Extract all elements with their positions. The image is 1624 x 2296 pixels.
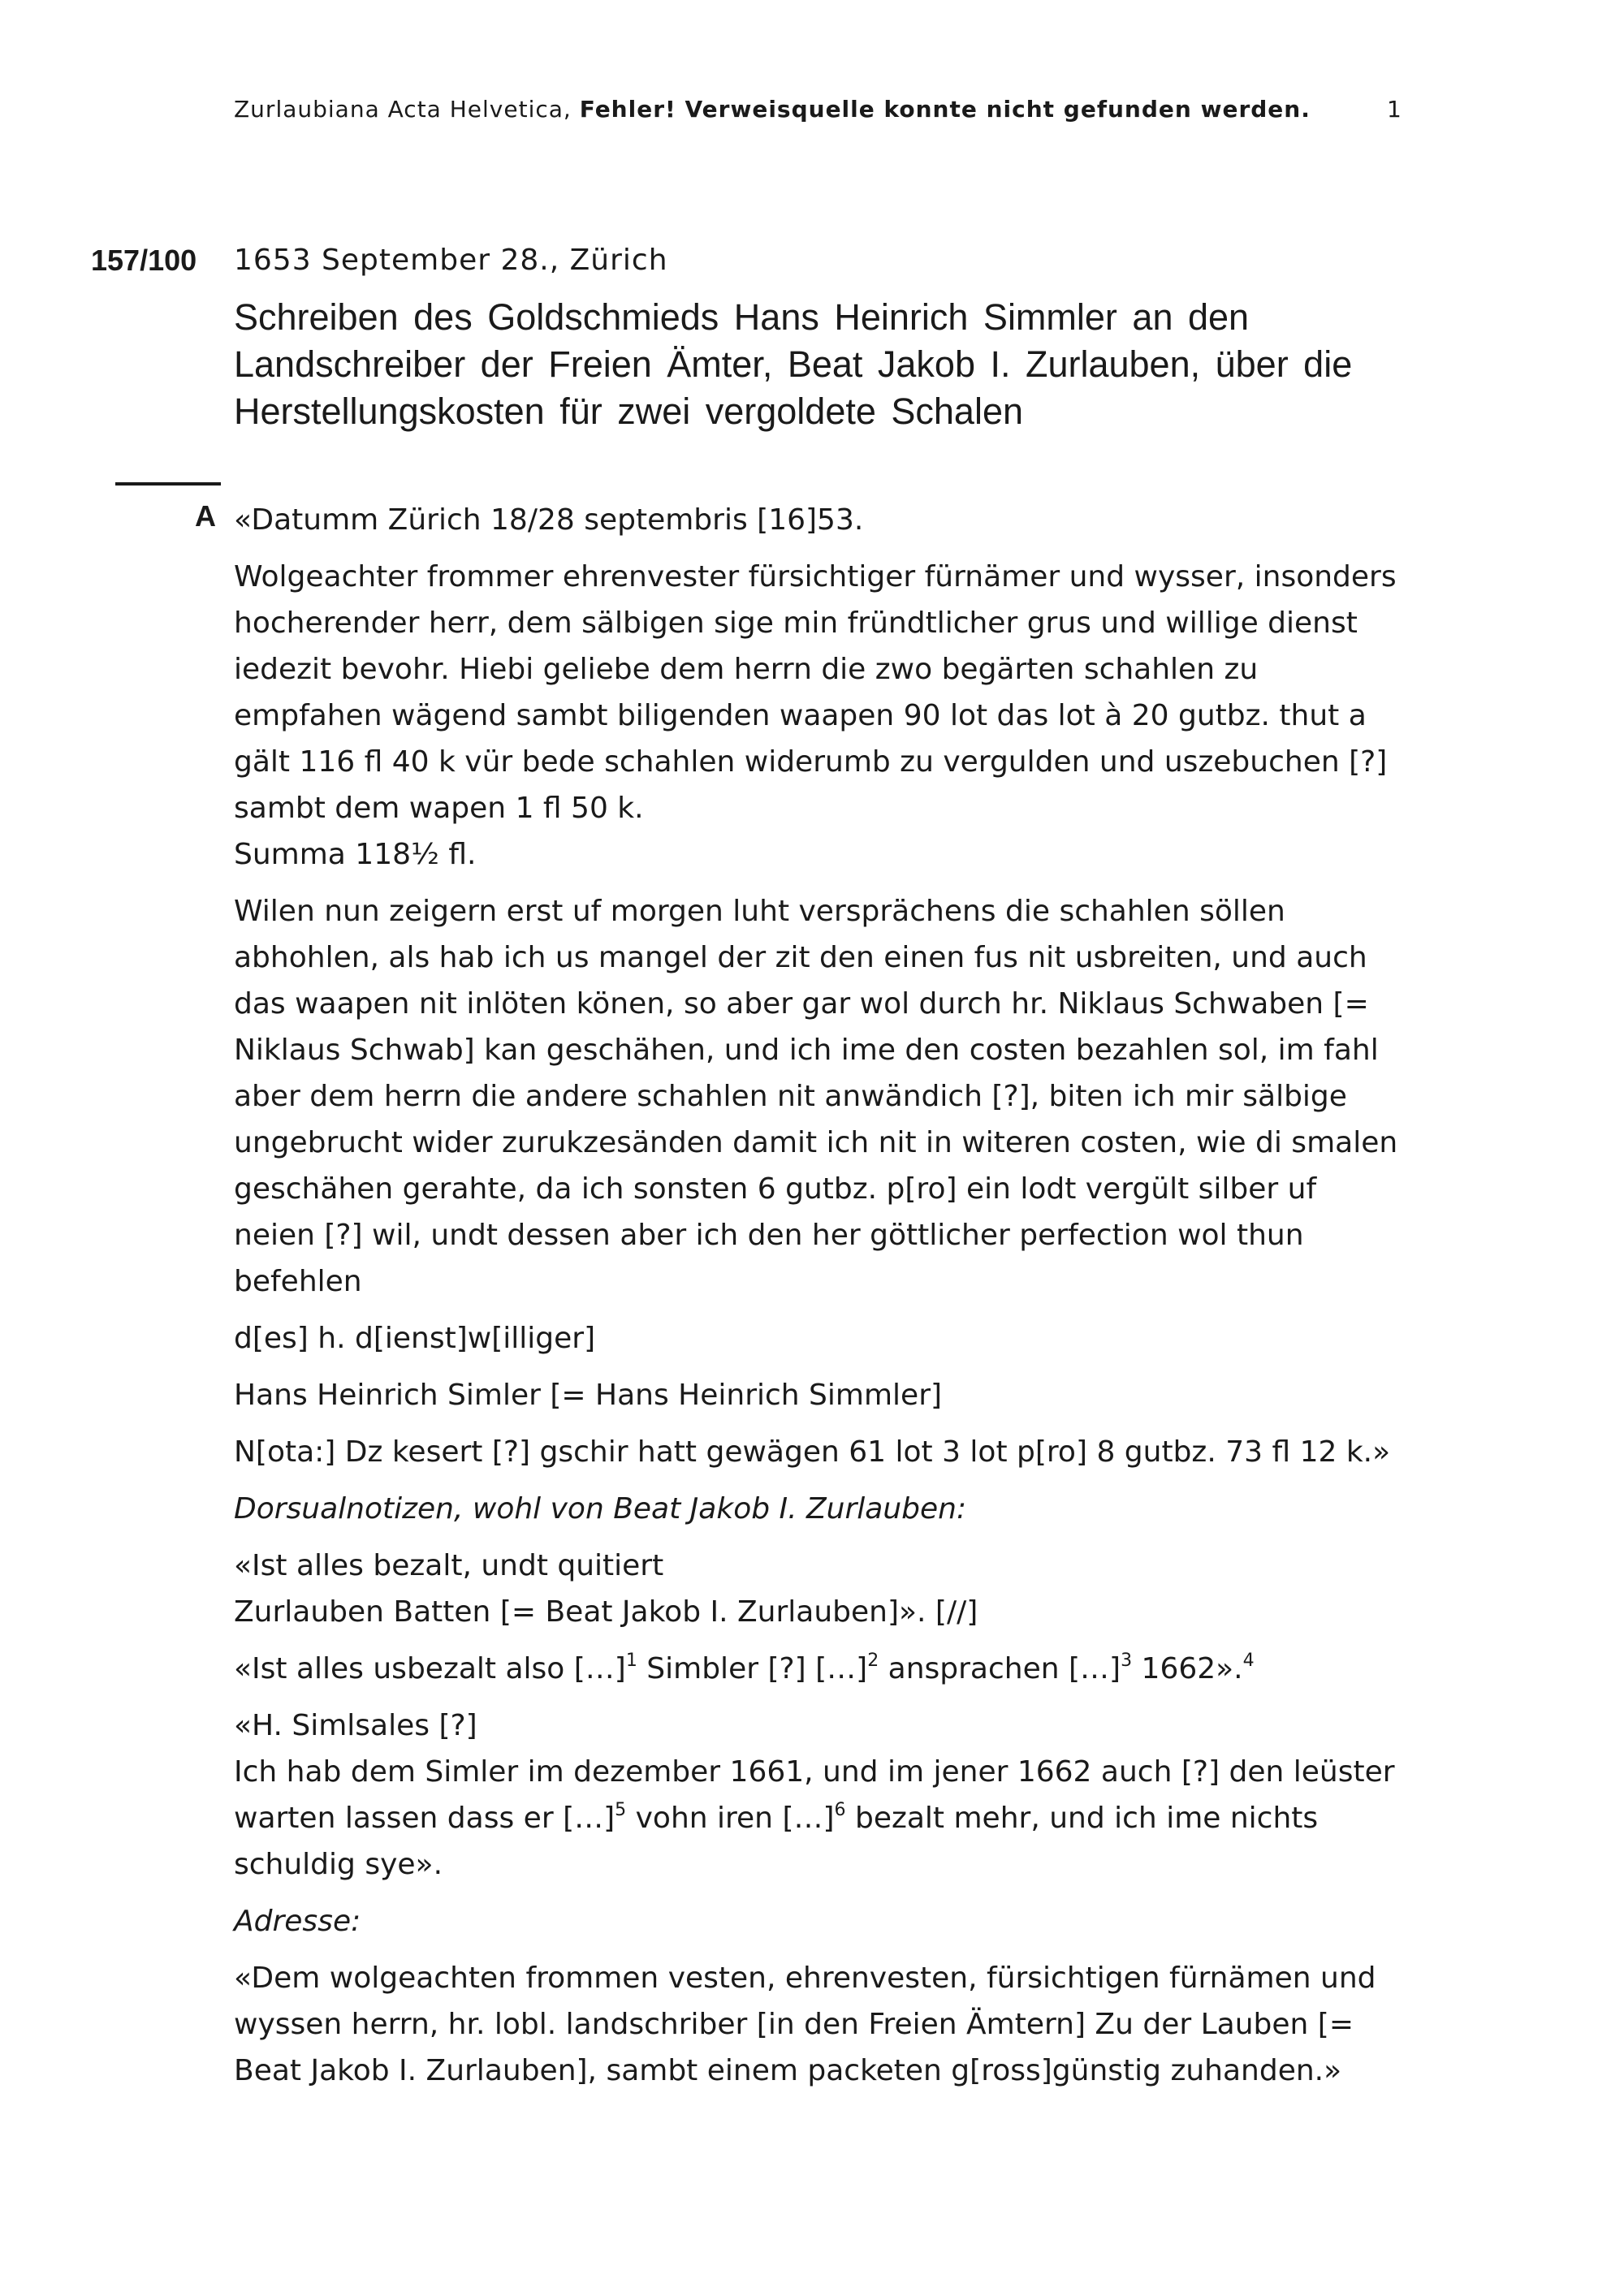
dorsal-note-text: 1662».	[1132, 1652, 1243, 1685]
sum-line: Summa 118½ fl.	[234, 838, 477, 871]
signature-formula: d[es] h. d[ienst]w[illiger]	[234, 1322, 596, 1355]
document-date-place: 1653 September 28., Zürich	[234, 244, 668, 277]
footnote-marker[interactable]: 3	[1121, 1651, 1133, 1671]
reference-error: Fehler! Verweisquelle konnte nicht gefunden werden.	[579, 96, 1311, 123]
page-number: 1	[1387, 96, 1402, 123]
address-heading: Adresse:	[234, 1905, 361, 1938]
letter-paragraph: Wilen nun zeigern erst uf morgen luht versprächens die schahlen söllen abhohlen, als hab ich us mangel der zit den einen fus nit usbreiten, und auch das waapen nit inlöten könen, so aber gar wol durch hr. Niklaus Schwaben [= Niklaus Schwab] kan geschähen, und ich ime den costen bezahlen sol, im fahl aber dem herrn die andere schahlen nit anwändich [?], biten ich mir sälbige ungebrucht wider zurukzesänden damit ich nit in witeren costen, wie di smalen geschähen gerahte, da ich sonsten 6 gutbz. p[ro] ein lodt vergült silber uf neien [?] wil, undt dessen aber ich den her göttlicher perfection wol thun befehlen	[234, 895, 1398, 1298]
letter-paragraph	[234, 554, 1403, 878]
dorsal-note-text: Simbler [?] […]	[637, 1652, 868, 1685]
series-title: Zurlaubiana Acta Helvetica,	[234, 96, 580, 123]
dorsal-note-text: «Ist alles usbezalt also […]	[234, 1652, 626, 1685]
footnote-marker[interactable]: 5	[615, 1800, 627, 1820]
footnote-marker[interactable]: 2	[867, 1651, 879, 1671]
dorsal-note	[234, 1703, 1403, 1888]
dorsal-note-text: vohn iren […]	[626, 1802, 835, 1835]
nota-line: N[ota:] Dz kesert [?] gschir hatt gewägen 61 lot 3 lot p[ro] 8 gutbz. 73 fl 12 k.»	[234, 1435, 1391, 1469]
footnote-marker[interactable]: 6	[834, 1800, 846, 1820]
signature-name: Hans Heinrich Simler [= Hans Heinrich Simmler]	[234, 1379, 943, 1412]
dorsal-note-text: bezalt mehr, und ich ime nichts schuldig sye».	[234, 1802, 1319, 1881]
document-number: 157/100	[91, 244, 197, 277]
dorsal-notes-heading: Dorsualnotizen, wohl von Beat Jakob I. Zurlauben:	[234, 1492, 967, 1526]
dorsal-note-line: «Ist alles bezalt, undt quitiert	[234, 1549, 664, 1582]
dorsal-note-line: Zurlauben Batten [= Beat Jakob I. Zurlauben]». [//]	[234, 1595, 978, 1629]
dating-line: «Datumm Zürich 18/28 septembris [16]53.	[234, 503, 864, 537]
address-text: «Dem wolgeachten frommen vesten, ehrenvesten, fürsichtigen fürnämen und wyssen herrn, hr. lobl. landschriber [in den Freien Ämtern] Zu der Lauben [= Beat Jakob I. Zurlauben], sambt einem packeten g[ross]günstig zuhanden.»	[234, 1962, 1376, 2087]
dorsal-note	[234, 1543, 1403, 1635]
dorsal-note-text: Ich hab dem Simler im dezember 1661, und im jener 1662 auch [?] den leüster warten lassen dass er […]	[234, 1755, 1395, 1835]
dorsal-note-line: «H. Simlsales [?]	[234, 1709, 477, 1742]
footnote-marker[interactable]: 1	[625, 1651, 637, 1671]
dorsal-note-text: ansprachen […]	[879, 1652, 1121, 1685]
document-body	[234, 497, 1403, 2104]
document-title: Schreiben des Goldschmieds Hans Heinrich Simmler an den Landschreiber der Freien Ämter, Beat Jakob I. Zurlauben, über die Herstellungskosten für zwei vergoldete Schalen	[234, 296, 1353, 432]
footnote-marker[interactable]: 4	[1242, 1651, 1255, 1671]
letter-text: Wolgeachter frommer ehrenvester fürsichtiger fürnämer und wysser, insonders hocherender herr, dem sälbigen sige min fründtlicher grus und willige dienst iedezit bevohr. Hiebi geliebe dem herrn die zwo begärten schahlen zu empfahen wägend sambt biligenden waapen 90 lot das lot à 20 gutbz. thut a gält 116 fl 40 k vür bede schahlen widerumb zu vergulden und uszebuchen [?] sambt dem wapen 1 fl 50 k.	[234, 560, 1397, 825]
running-header	[234, 96, 1387, 123]
dorsal-note	[234, 1646, 1403, 1692]
section-rule	[115, 482, 221, 486]
witness-siglum: A	[195, 499, 216, 533]
